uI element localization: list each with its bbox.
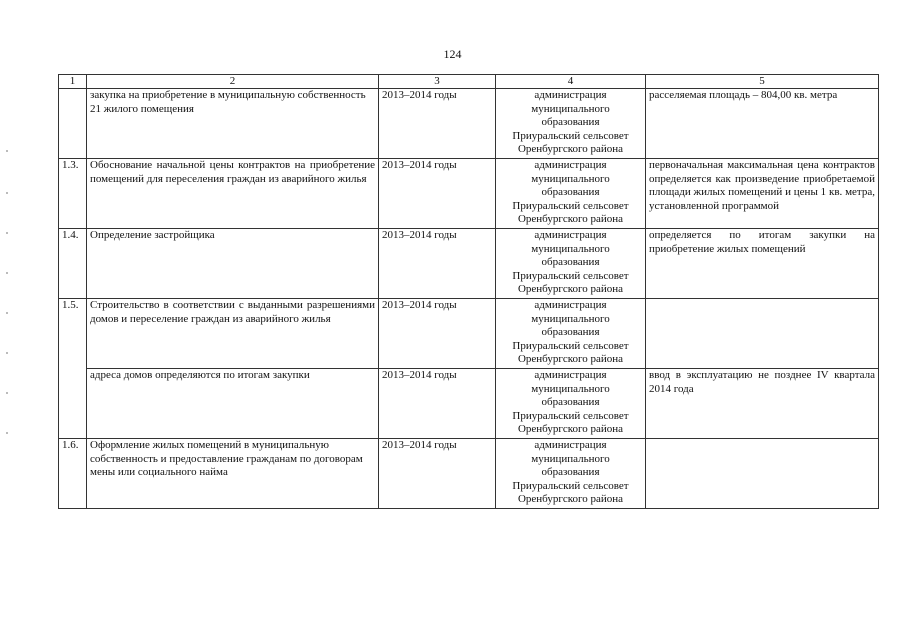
- scan-speck: [6, 232, 8, 234]
- table-row: [59, 159, 879, 229]
- page-number: 124: [443, 47, 462, 61]
- scan-speck: [6, 432, 8, 434]
- period-cell: 2013–2014 годы: [379, 159, 496, 229]
- scan-speck: [6, 312, 8, 314]
- period-cell: 2013–2014 годы: [379, 89, 496, 159]
- executor-cell: [496, 369, 646, 439]
- executor-line: муниципального: [531, 312, 610, 325]
- activity-cell: Строительство в соответствии с выданными разрешениями домов и переселение граждан из аварийного жилья: [87, 299, 379, 369]
- activity-cell: Обоснование начальной цены контрактов на приобретение помещений для переселения граждан из аварийного жилья: [87, 159, 379, 229]
- table-row: [59, 229, 879, 299]
- row-number: 1.4.: [59, 229, 87, 299]
- column-header: 2: [87, 75, 379, 89]
- executor-line: муниципального: [531, 382, 610, 395]
- executor-line: муниципального: [531, 102, 610, 115]
- executor-line: Оренбургского района: [517, 143, 624, 156]
- executor-cell: [496, 299, 646, 369]
- result-cell: первоначальная максимальная цена контрактов определяется как произведение приобретаемой площади жилых помещений и цены 1 кв. метра, установленной программой: [646, 159, 879, 229]
- scan-speck: [6, 352, 8, 354]
- activity-cell: Оформление жилых помещений в муниципальную собственность и предоставление гражданам по договорам мены или социального найма: [87, 439, 379, 509]
- executor-cell: [496, 229, 646, 299]
- executor-line: администрация: [534, 369, 607, 381]
- executor-line: Оренбургского района: [517, 213, 624, 226]
- row-number: 1.3.: [59, 159, 87, 229]
- column-header: 3: [379, 75, 496, 89]
- column-header: 4: [496, 75, 646, 89]
- executor-line: муниципального: [531, 172, 610, 185]
- executor-line: администрация: [534, 89, 607, 101]
- column-header: 1: [59, 75, 87, 89]
- executor-line: Приуральский сельсовет: [512, 269, 629, 282]
- table-row: [59, 299, 879, 369]
- executor-line: Приуральский сельсовет: [512, 199, 629, 212]
- row-number: [59, 89, 87, 159]
- executor-line: Оренбургского района: [517, 283, 624, 296]
- result-cell: ввод в эксплуатацию не позднее IV квартала 2014 года: [646, 369, 879, 439]
- result-cell: [646, 439, 879, 509]
- scan-speck: [6, 192, 8, 194]
- table-row: [59, 439, 879, 509]
- executor-line: образования: [541, 256, 600, 269]
- executor-line: образования: [541, 326, 600, 339]
- executor-line: Приуральский сельсовет: [512, 479, 629, 492]
- executor-line: администрация: [534, 439, 607, 451]
- result-cell: [646, 299, 879, 369]
- period-cell: 2013–2014 годы: [379, 369, 496, 439]
- executor-cell: [496, 89, 646, 159]
- program-table: [58, 74, 879, 509]
- executor-line: муниципального: [531, 452, 610, 465]
- activity-cell: Определение застройщика: [87, 229, 379, 299]
- period-cell: 2013–2014 годы: [379, 229, 496, 299]
- executor-line: Приуральский сельсовет: [512, 129, 629, 142]
- scan-speck: [6, 150, 8, 152]
- executor-line: муниципального: [531, 242, 610, 255]
- activity-cell: адреса домов определяются по итогам закупки: [87, 369, 379, 439]
- executor-line: Приуральский сельсовет: [512, 409, 629, 422]
- executor-cell: [496, 439, 646, 509]
- activity-cell: закупка на приобретение в муниципальную собственность 21 жилого помещения: [87, 89, 379, 159]
- executor-line: образования: [541, 116, 600, 129]
- result-cell: расселяемая площадь – 804,00 кв. метра: [646, 89, 879, 159]
- period-cell: 2013–2014 годы: [379, 439, 496, 509]
- executor-line: Оренбургского района: [517, 423, 624, 436]
- scan-speck: [6, 272, 8, 274]
- table-header-row: [59, 75, 879, 89]
- executor-line: администрация: [534, 229, 607, 241]
- column-header: 5: [646, 75, 879, 89]
- row-number: 1.6.: [59, 439, 87, 509]
- executor-line: администрация: [534, 159, 607, 171]
- scan-speck: [6, 392, 8, 394]
- executor-line: образования: [541, 466, 600, 479]
- table-row: [59, 89, 879, 159]
- row-number: 1.5.: [59, 299, 87, 439]
- executor-line: образования: [541, 186, 600, 199]
- executor-line: Оренбургского района: [517, 353, 624, 366]
- period-cell: 2013–2014 годы: [379, 299, 496, 369]
- executor-line: Приуральский сельсовет: [512, 339, 629, 352]
- executor-line: Оренбургского района: [517, 493, 624, 506]
- executor-cell: [496, 159, 646, 229]
- table-row: [59, 369, 879, 439]
- executor-line: образования: [541, 396, 600, 409]
- executor-line: администрация: [534, 299, 607, 311]
- result-cell: определяется по итогам закупки на приобретение жилых помещений: [646, 229, 879, 299]
